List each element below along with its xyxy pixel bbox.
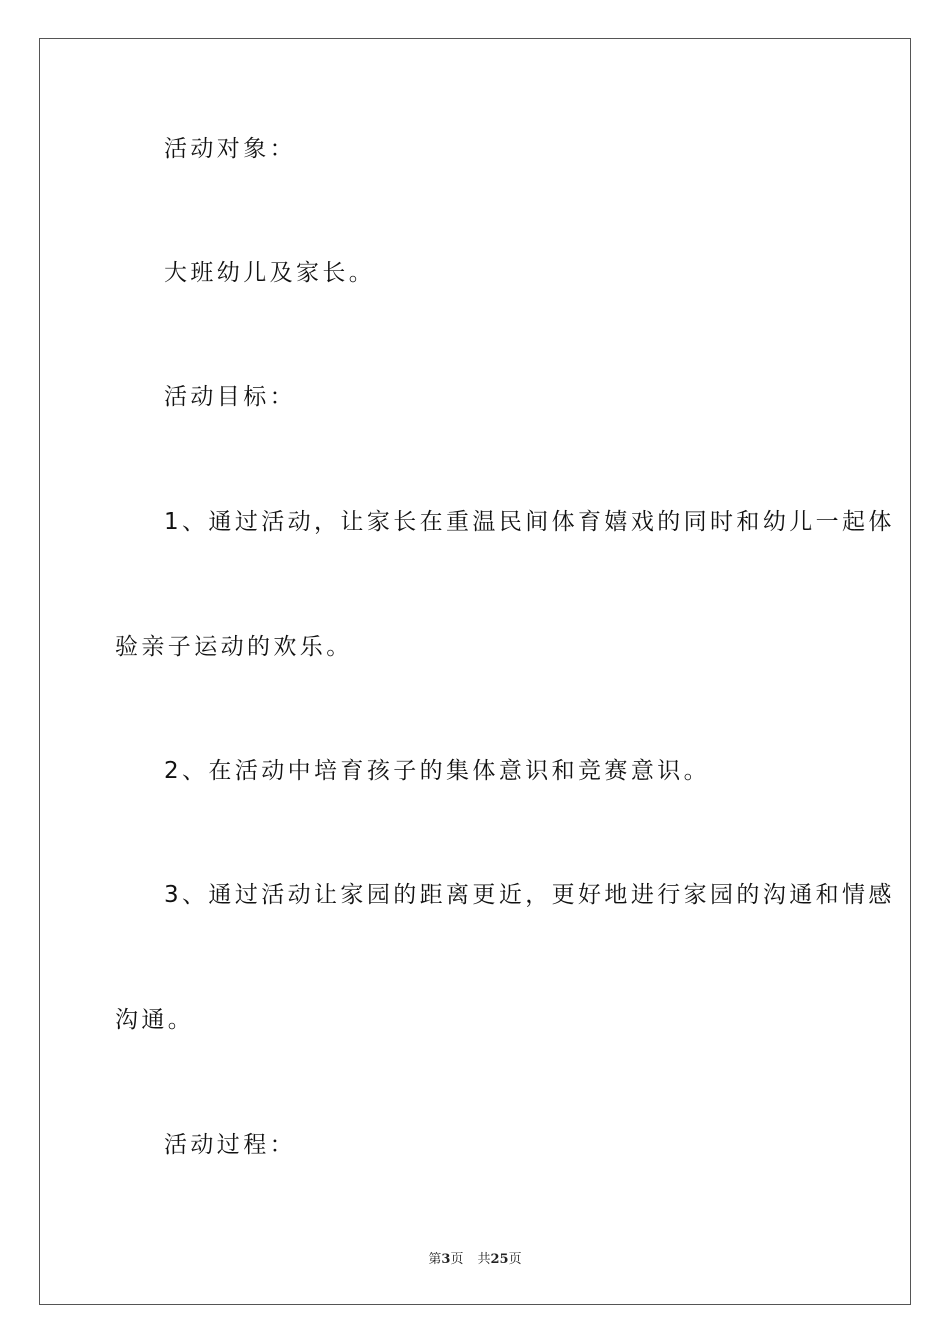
page-footer: [0, 1248, 950, 1267]
paragraph-goal-3-line-1: 3、通过活动让家园的距离更近，更好地进行家园的沟通和情感: [164, 882, 895, 908]
total-suffix: 页: [508, 1252, 522, 1267]
heading-activity-goals: 活动目标：: [164, 384, 296, 410]
paragraph-participants: 大班幼儿及家长。: [164, 260, 376, 286]
paragraph-goal-3-line-2: 沟通。: [115, 1007, 195, 1033]
paragraph-goal-1-line-1: 1、通过活动，让家长在重温民间体育嬉戏的同时和幼儿一起体: [164, 509, 895, 535]
paragraph-goal-2: 2、在活动中培育孩子的集体意识和竞赛意识。: [164, 758, 711, 784]
heading-activity-process: 活动过程：: [164, 1132, 296, 1158]
page-suffix: 页: [450, 1252, 464, 1267]
paragraph-goal-1-line-2: 验亲子运动的欢乐。: [115, 634, 353, 660]
heading-activity-target: 活动对象：: [164, 136, 296, 162]
page-prefix: 第: [428, 1252, 442, 1267]
total-pages: 25: [490, 1252, 509, 1267]
page-border: [39, 38, 911, 1305]
total-prefix: 共: [477, 1252, 491, 1267]
page-number: 3: [441, 1252, 451, 1267]
